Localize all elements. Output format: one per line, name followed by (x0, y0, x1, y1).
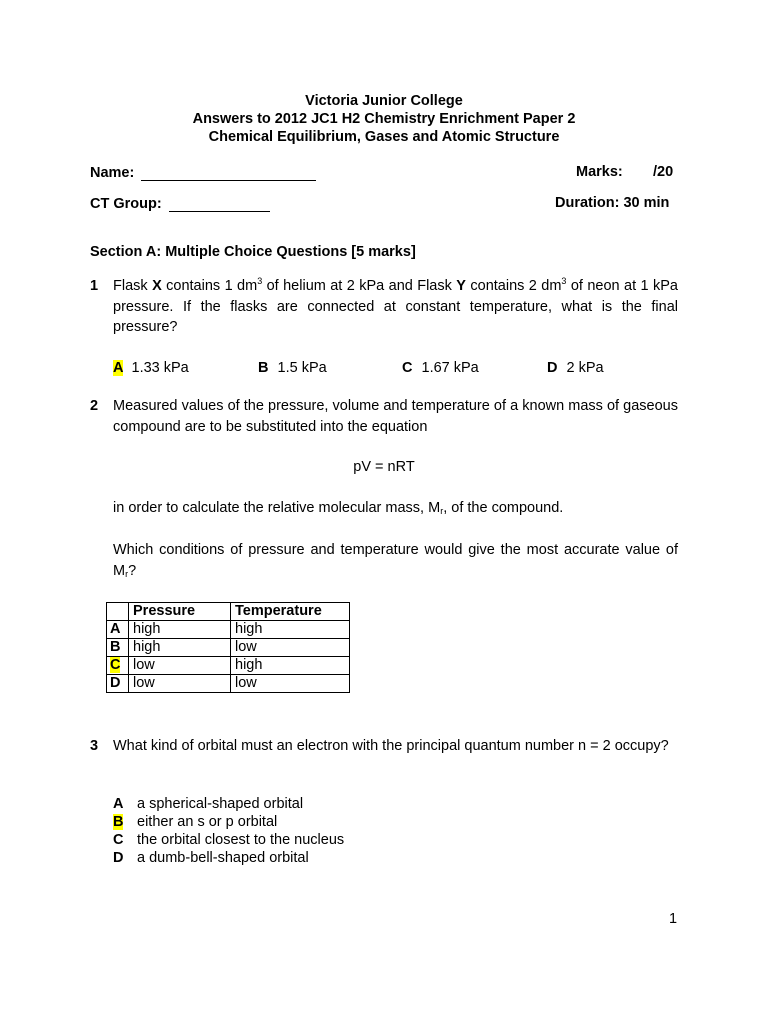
q1-option-a-text: 1.33 kPa (131, 360, 189, 376)
q3-option-c (113, 832, 344, 848)
q1-option-b-text: 1.5 kPa (277, 360, 327, 376)
section-a-heading: Section A: Multiple Choice Questions [5 marks] (90, 244, 416, 260)
table-header-blank (107, 603, 129, 621)
question-3-number: 3 (90, 738, 99, 754)
q1-option-b (258, 360, 327, 376)
name-label: Name: (90, 165, 135, 181)
table-row-letter: A (107, 621, 129, 639)
ct-group-field-row (90, 195, 270, 212)
q3-option-c-text: the orbital closest to the nucleus (137, 832, 345, 848)
table-row (107, 621, 350, 639)
q1-option-c-letter: C (402, 360, 413, 376)
table-cell-temperature: high (231, 621, 350, 639)
q3-option-a (113, 796, 303, 812)
q1-option-b-letter: B (258, 360, 269, 376)
table-cell-temperature: low (231, 639, 350, 657)
table-header-row (107, 603, 350, 621)
q3-option-b-letter: B (113, 814, 124, 830)
q3-option-b-text: either an s or p orbital (137, 814, 278, 830)
q1-option-a (113, 360, 189, 376)
q1-option-a-letter: A (113, 360, 124, 376)
page-number: 1 (669, 911, 678, 927)
q1-option-c (402, 360, 479, 376)
q3-option-a-text: a spherical-shaped orbital (137, 796, 304, 812)
question-1-text: Flask X contains 1 $dm^3$ of helium at 2 kPa and Flask Y contains 2 $dm^3$ of neon at 1 kPa pressure. If the flasks are connected at constant temperature, what is the final pressure? (113, 276, 678, 335)
question-2-intro: Measured values of the pressure, volume and temperature of a known mass of gaseous compound are to be substituted into the equation (113, 398, 678, 435)
table-cell-pressure: low (129, 675, 231, 693)
q1-option-d-letter: D (547, 360, 558, 376)
ideal-gas-equation: pV = nRT (353, 459, 415, 475)
q3-option-d-text: a dumb-bell-shaped orbital (137, 850, 309, 866)
q3-option-d-letter: D (113, 850, 124, 866)
question-1-number: 1 (90, 278, 99, 294)
q3-option-a-letter: A (113, 796, 124, 812)
table-cell-pressure: high (129, 639, 231, 657)
q3-option-b (113, 814, 277, 830)
name-field-row (90, 164, 316, 181)
marks-total: /20 (653, 164, 674, 180)
duration-label: Duration: 30 min (555, 195, 670, 211)
question-3-text: What kind of orbital must an electron with the principal quantum number n = 2 occupy? (113, 738, 669, 754)
table-row (107, 639, 350, 657)
table-cell-pressure: low (129, 657, 231, 675)
question-2-purpose: in order to calculate the relative molecular mass, $M_r$, of the compound. (113, 500, 564, 516)
document-subtitle: Chemical Equilibrium, Gases and Atomic Structure (208, 129, 560, 145)
question-2-number: 2 (90, 398, 99, 414)
q1-option-c-text: 1.67 kPa (421, 360, 479, 376)
school-name: Victoria Junior College (305, 93, 463, 109)
table-row (107, 657, 350, 675)
q1-option-d (547, 360, 604, 376)
table-row-letter: B (107, 639, 129, 657)
table-cell-temperature: low (231, 675, 350, 693)
q3-option-c-letter: C (113, 832, 124, 848)
conditions-table (106, 602, 350, 693)
name-blank-line (141, 164, 316, 181)
table-header-temperature: Temperature (231, 603, 350, 621)
question-2-question: Which conditions of pressure and temperature would give the most accurate value of $M_r$? (113, 542, 678, 579)
table-row-letter-answer: C (107, 657, 129, 675)
q3-option-d (113, 850, 309, 866)
ct-group-label: CT Group: (90, 196, 162, 212)
table-header-pressure: Pressure (129, 603, 231, 621)
table-row (107, 675, 350, 693)
marks-label: Marks: (576, 164, 623, 180)
table-cell-pressure: high (129, 621, 231, 639)
table-cell-temperature: high (231, 657, 350, 675)
q1-option-d-text: 2 kPa (566, 360, 604, 376)
document-title: Answers to 2012 JC1 H2 Chemistry Enrichment Paper 2 (192, 111, 576, 127)
ct-group-blank-line (169, 195, 270, 212)
table-row-letter: D (107, 675, 129, 693)
